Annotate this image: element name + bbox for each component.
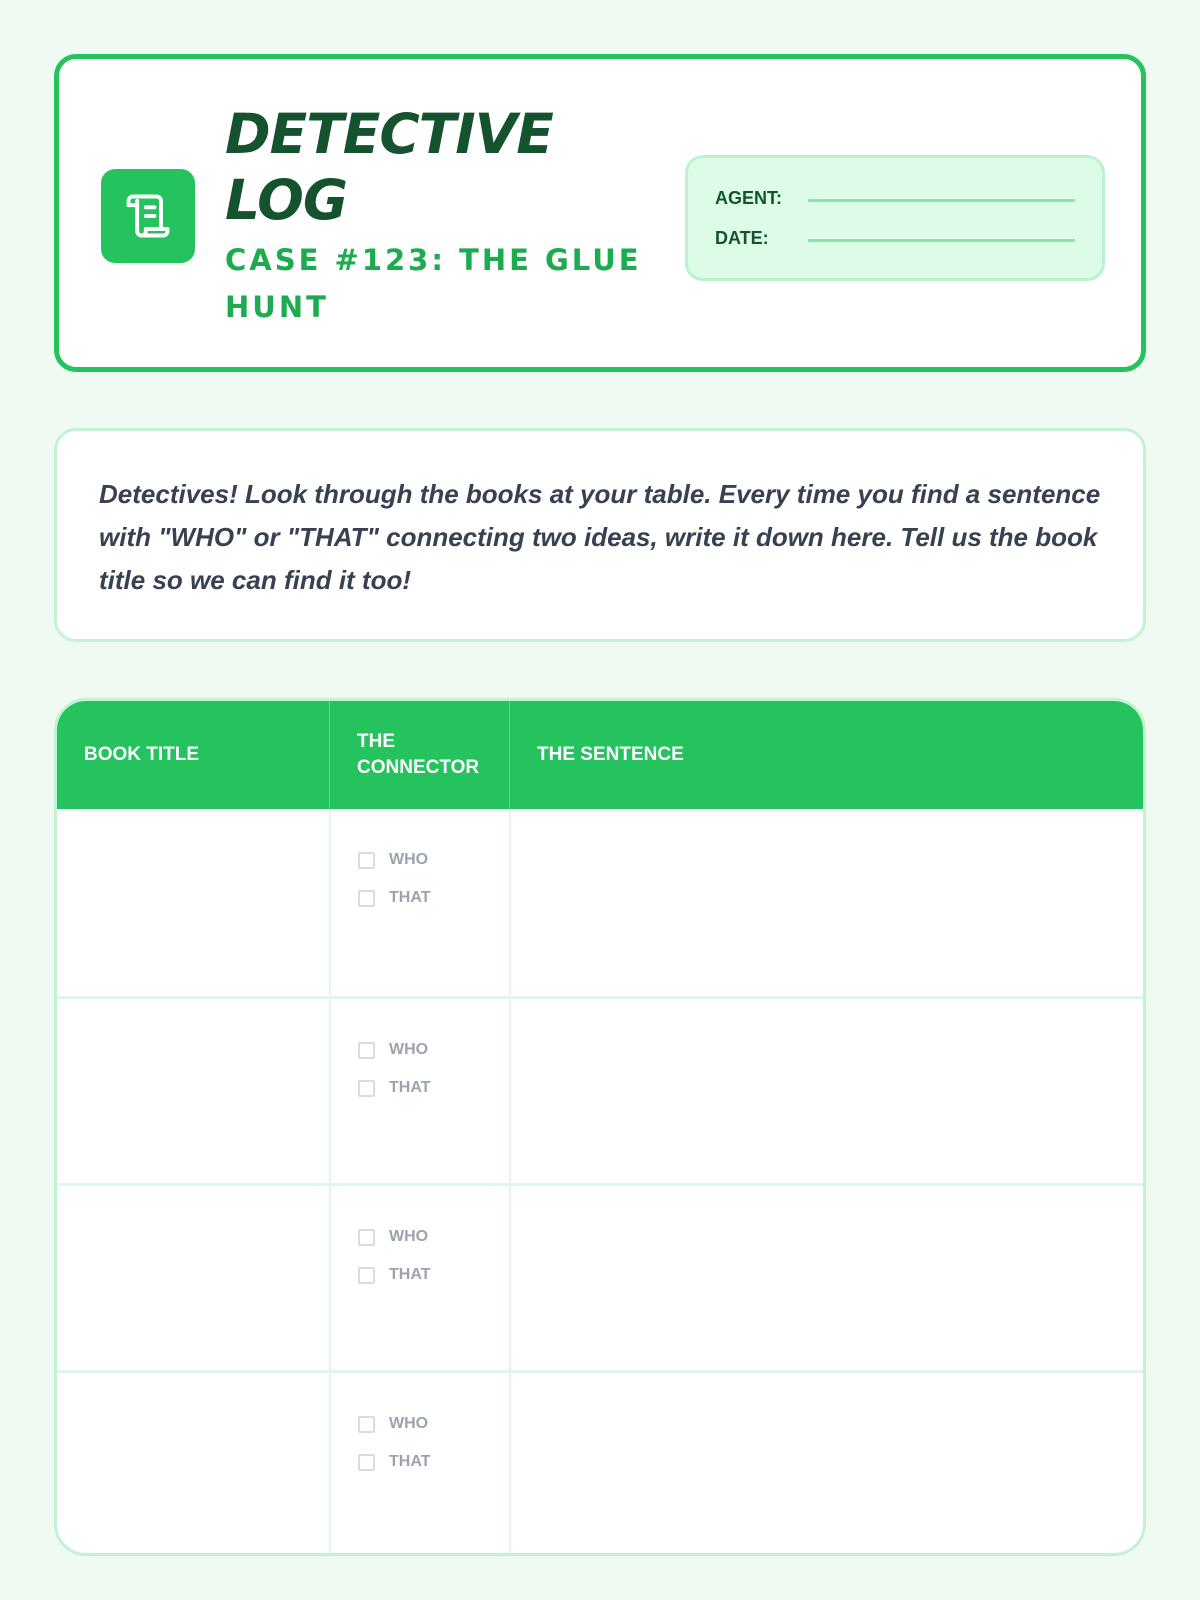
sentence-cell[interactable] — [509, 999, 1143, 1185]
connector-cell — [329, 1186, 509, 1372]
agent-field[interactable] — [715, 186, 1075, 210]
header-connector-label: THE CONNECTOR — [357, 731, 480, 778]
that-checkbox[interactable] — [358, 890, 375, 907]
connector-option-who[interactable] — [358, 849, 428, 871]
logo-badge — [101, 169, 195, 263]
connector-option-that[interactable] — [358, 1077, 430, 1099]
connector-option-that[interactable] — [358, 1451, 430, 1473]
that-checkbox[interactable] — [358, 1267, 375, 1284]
date-label: DATE: — [715, 228, 769, 248]
header-connector — [329, 701, 509, 809]
who-checkbox[interactable] — [358, 1416, 375, 1433]
connector-option-that[interactable] — [358, 1264, 430, 1286]
sentence-cell[interactable] — [509, 809, 1143, 995]
book-title-cell[interactable] — [57, 1373, 329, 1556]
agent-label: AGENT: — [715, 188, 782, 208]
header-card — [54, 54, 1146, 372]
date-field[interactable] — [715, 226, 1075, 250]
that-checkbox[interactable] — [358, 1080, 375, 1097]
agent-date-box — [685, 155, 1105, 281]
table-header — [57, 701, 1143, 809]
book-title-cell[interactable] — [57, 809, 329, 995]
instructions-text: Detectives! Look through the books at your table. Every time you find a sentence with "WHO" or "THAT" connecting two ideas, write it down here. Tell us the book title so we can find it too! — [99, 479, 1101, 595]
connector-cell — [329, 999, 509, 1185]
who-label: WHO — [389, 1041, 429, 1058]
book-title-cell[interactable] — [57, 999, 329, 1185]
log-table — [54, 698, 1146, 1556]
connector-option-who[interactable] — [358, 1039, 428, 1061]
header-sentence: THE SENTENCE — [509, 701, 1143, 809]
instructions-card — [54, 428, 1146, 642]
scroll-icon — [122, 190, 174, 242]
that-checkbox[interactable] — [358, 1454, 375, 1471]
book-title-cell[interactable] — [57, 1186, 329, 1372]
that-label: THAT — [389, 1079, 431, 1096]
who-label: WHO — [389, 1415, 429, 1432]
header-book-title: BOOK TITLE — [84, 744, 200, 765]
that-label: THAT — [389, 1266, 431, 1283]
case-subtitle: CASE #123: THE GLUE HUNT — [225, 243, 642, 324]
who-label: WHO — [389, 851, 429, 868]
sentence-cell[interactable] — [509, 1186, 1143, 1372]
table-row — [57, 1370, 1143, 1556]
table-row — [57, 996, 1143, 1185]
page-title: DETECTIVE LOG — [225, 102, 553, 232]
connector-cell — [329, 809, 509, 995]
connector-option-that[interactable] — [358, 887, 430, 909]
connector-option-who[interactable] — [358, 1413, 428, 1435]
that-label: THAT — [389, 1453, 431, 1470]
agent-write-line[interactable] — [808, 199, 1075, 202]
that-label: THAT — [389, 889, 431, 906]
table-row — [57, 1183, 1143, 1372]
connector-option-who[interactable] — [358, 1226, 428, 1248]
who-label: WHO — [389, 1228, 429, 1245]
date-write-line[interactable] — [808, 239, 1075, 242]
sentence-cell[interactable] — [509, 1373, 1143, 1556]
who-checkbox[interactable] — [358, 1229, 375, 1246]
who-checkbox[interactable] — [358, 1042, 375, 1059]
connector-cell — [329, 1373, 509, 1556]
table-row — [57, 809, 1143, 995]
who-checkbox[interactable] — [358, 852, 375, 869]
